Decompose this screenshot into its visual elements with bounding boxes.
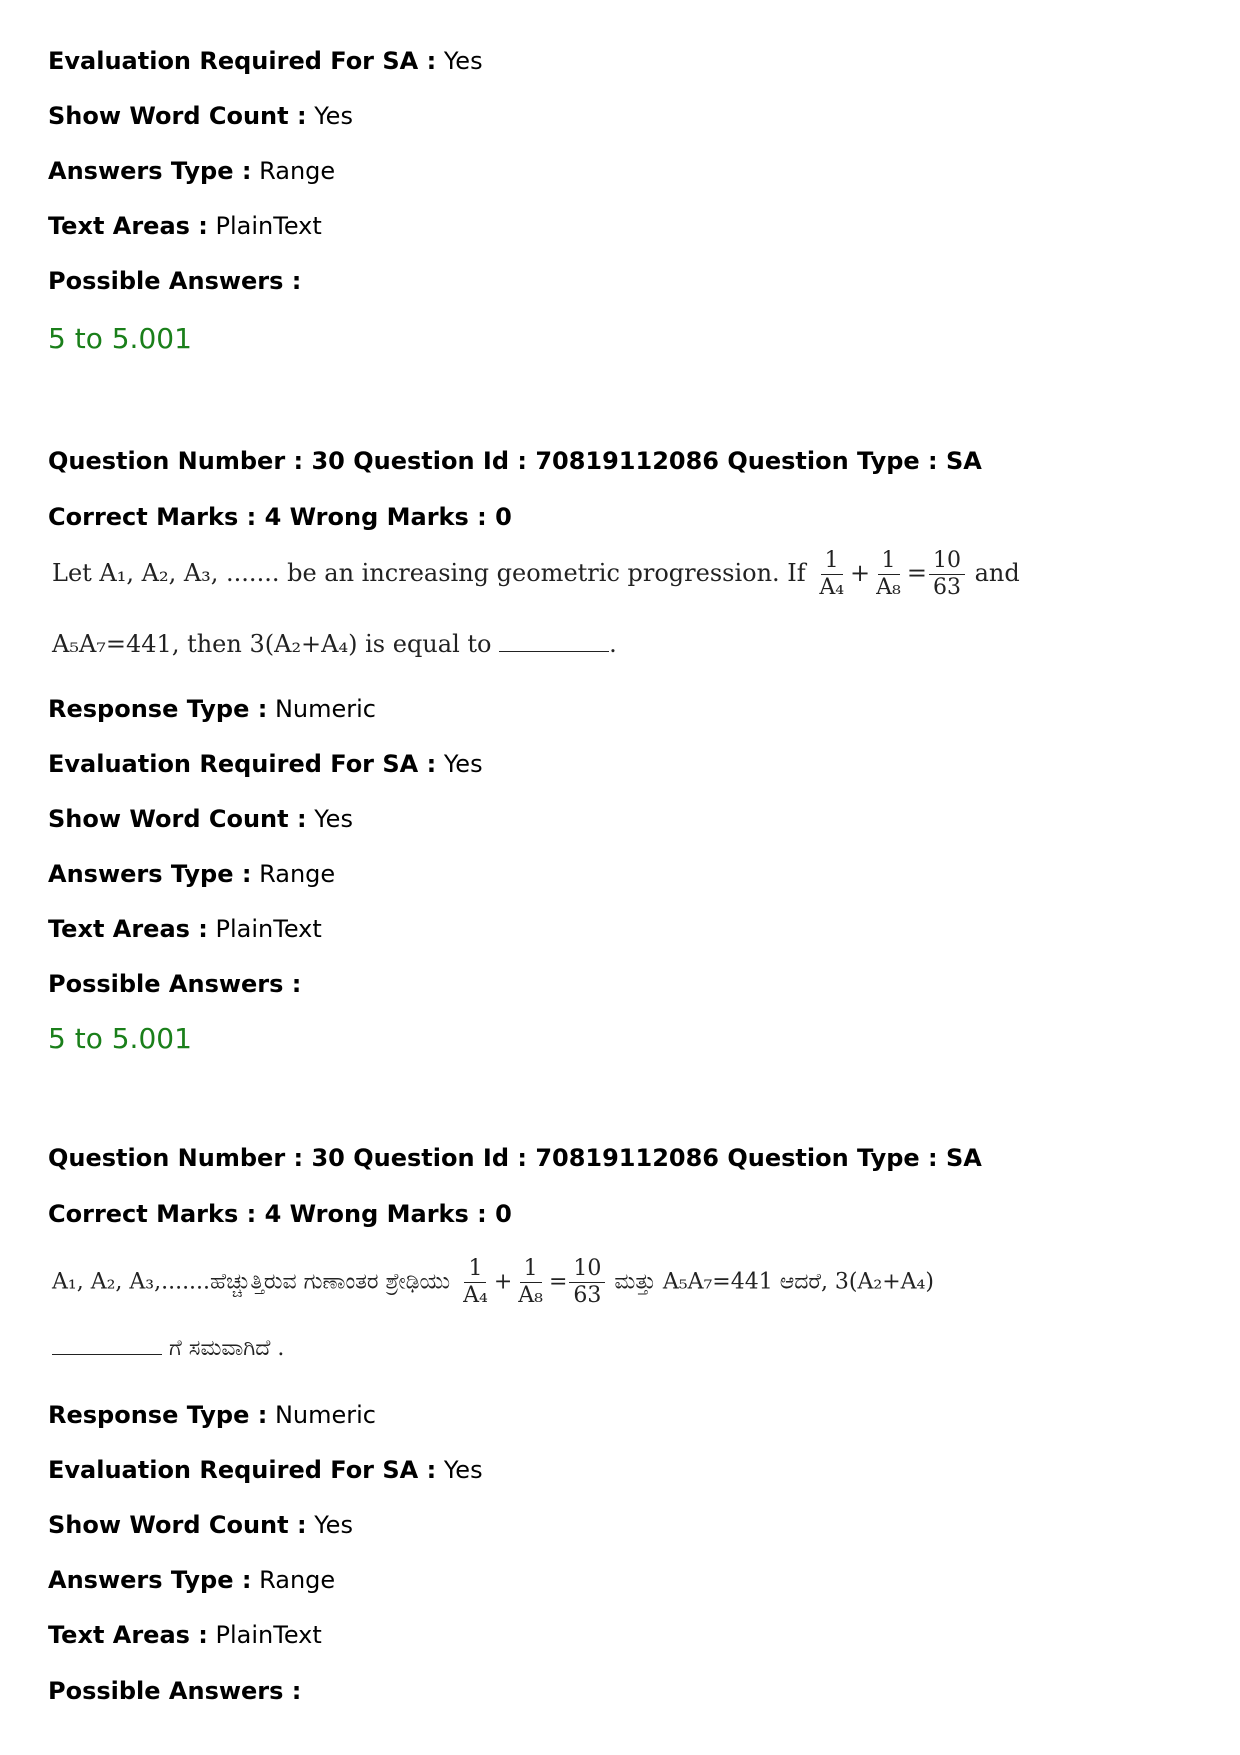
possible-answers-row [48,266,301,296]
marks-row: Correct Marks : 4 Wrong Marks : 0 [48,503,512,531]
equals-sign: = [906,559,927,587]
question-text-english-line2 [52,630,617,658]
text-areas-value: PlainText [215,915,322,943]
answers-type-value: Range [259,860,336,888]
text-areas-row [48,211,322,241]
eval-required-label: Evaluation Required For SA : [48,1456,437,1484]
possible-answer-value: 5 to 5.001 [48,1022,192,1055]
fraction-denominator: 63 [932,575,961,600]
text-areas-value: PlainText [215,212,322,240]
fraction-denominator: 63 [573,1283,602,1308]
show-word-count-row [48,101,353,131]
question-header: Question Number : 30 Question Id : 70819112086 Question Type : SA [48,1144,982,1172]
show-word-count-value: Yes [314,102,353,130]
eval-required-row [48,1455,483,1485]
response-type-row [48,1400,376,1430]
response-type-value: Numeric [274,1401,376,1429]
question-text-kannada [52,1256,934,1309]
answers-type-label: Answers Type : [48,157,252,185]
eval-required-label: Evaluation Required For SA : [48,750,437,778]
possible-answers-label: Possible Answers : [48,267,302,295]
text-areas-row [48,1620,322,1650]
marks-row: Correct Marks : 4 Wrong Marks : 0 [48,1200,512,1228]
fraction-numerator: 10 [929,548,965,575]
question-text-part: ಗೆ ಸಮವಾಗಿದೆ . [169,1336,285,1361]
plus-sign: + [493,1269,513,1295]
fraction [929,548,965,601]
question-header: Question Number : 30 Question Id : 70819112086 Question Type : SA [48,447,982,475]
answers-type-label: Answers Type : [48,860,252,888]
fraction [459,1256,492,1309]
answers-type-row [48,156,335,186]
show-word-count-row [48,1510,353,1540]
eval-required-value: Yes [443,47,483,75]
eval-required-value: Yes [443,1456,483,1484]
eval-required-value: Yes [443,750,483,778]
question-text-part: and [974,559,1020,587]
question-text-part: A₅A₇=441, then 3(A₂+A₄) is equal to [52,630,492,658]
plus-sign: + [850,559,871,587]
show-word-count-label: Show Word Count : [48,102,307,130]
fraction-denominator: A₈ [518,1283,543,1308]
text-areas-label: Text Areas : [48,1621,208,1649]
possible-answers-row [48,969,301,999]
question-text-part: . [609,630,617,658]
question-text-kannada-line2 [52,1336,284,1361]
possible-answers-label: Possible Answers : [48,970,302,998]
answers-type-value: Range [259,1566,336,1594]
fraction-numerator: 1 [520,1256,542,1283]
fraction [569,1256,605,1309]
fraction [514,1256,547,1309]
fraction-numerator: 1 [464,1256,486,1283]
equals-sign: = [548,1269,568,1295]
question-text-part: ಮತ್ತು A₅A₇=441 ಆದರೆ, 3(A₂+A₄) [614,1269,934,1295]
show-word-count-label: Show Word Count : [48,1511,307,1539]
fraction-denominator: A₄ [819,575,845,600]
response-type-label: Response Type : [48,1401,268,1429]
eval-required-row [48,46,483,76]
eval-required-label: Evaluation Required For SA : [48,47,437,75]
fraction-numerator: 10 [569,1256,605,1283]
possible-answers-label: Possible Answers : [48,1677,302,1705]
possible-answers-row [48,1676,301,1706]
answer-blank [499,651,609,652]
fraction [815,548,848,601]
text-areas-value: PlainText [215,1621,322,1649]
text-areas-label: Text Areas : [48,915,208,943]
response-type-value: Numeric [274,695,376,723]
answers-type-row [48,859,335,889]
response-type-label: Response Type : [48,695,268,723]
fraction-denominator: A₈ [876,575,901,600]
fraction-numerator: 1 [878,548,900,575]
fraction [872,548,905,601]
eval-required-row [48,749,483,779]
answer-blank [52,1354,162,1355]
answers-type-row [48,1565,335,1595]
fraction-denominator: A₄ [463,1283,488,1308]
show-word-count-row [48,804,353,834]
text-areas-row [48,914,322,944]
show-word-count-value: Yes [314,1511,353,1539]
possible-answer-value: 5 to 5.001 [48,322,192,355]
answers-type-value: Range [259,157,336,185]
text-areas-label: Text Areas : [48,212,208,240]
show-word-count-value: Yes [314,805,353,833]
response-type-row [48,694,376,724]
show-word-count-label: Show Word Count : [48,805,307,833]
answers-type-label: Answers Type : [48,1566,252,1594]
question-text-part: Let A₁, A₂, A₃, ....... be an increasing geometric progression. If [52,559,806,587]
fraction-numerator: 1 [821,548,843,575]
question-text-part: A₁, A₂, A₃,.......ಹೆಚ್ಚುತ್ತಿರುವ ಗುಣಾಂತರ ಶ್ರೇಢಿಯು [52,1269,451,1295]
question-text-english [52,548,1020,601]
